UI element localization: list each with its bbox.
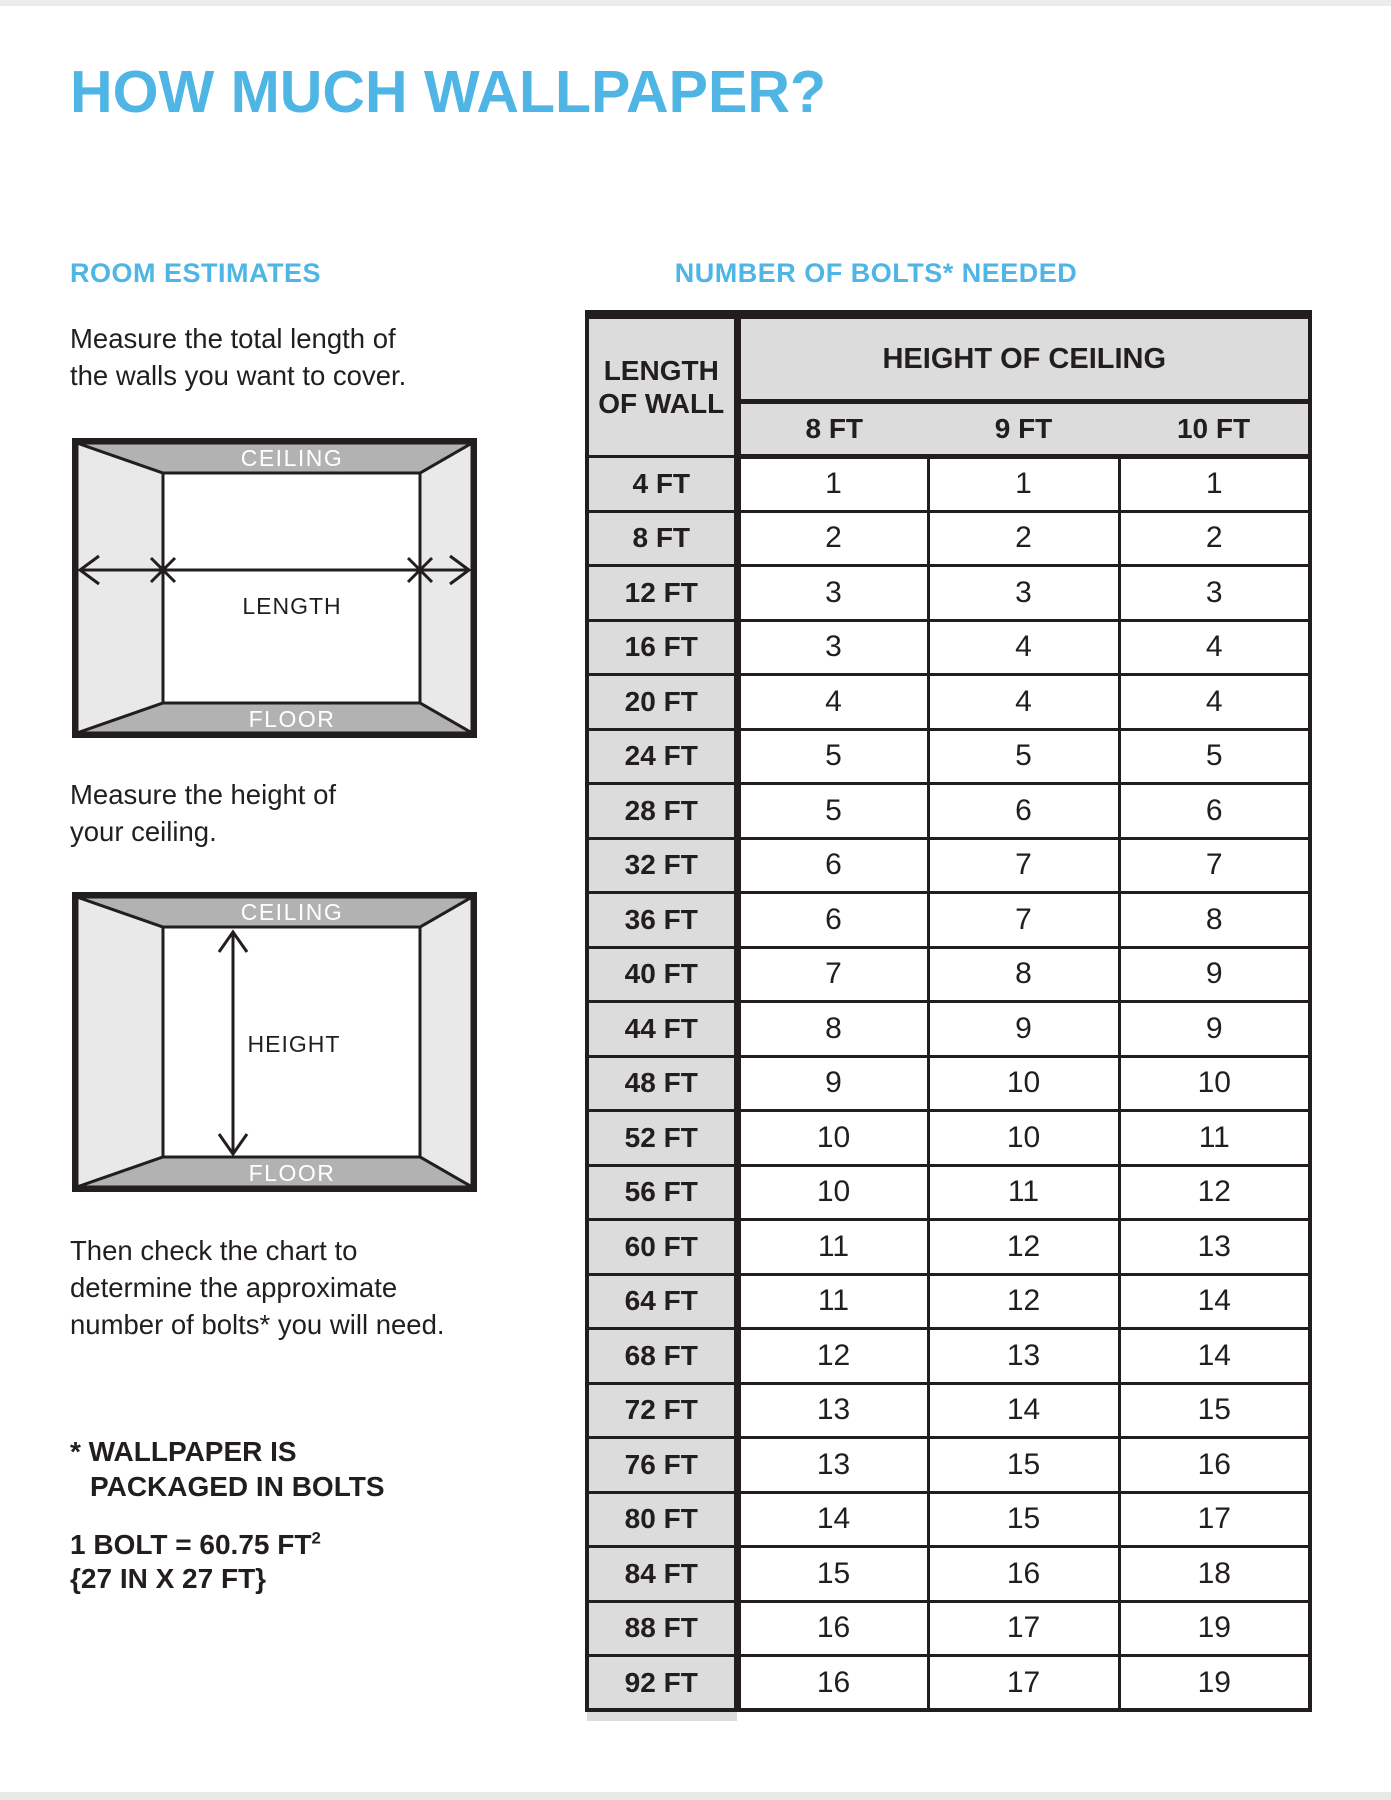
row-label: 88 FT xyxy=(587,1601,737,1656)
cell-10ft: 5 xyxy=(1119,729,1310,784)
cell-10ft: 14 xyxy=(1119,1329,1310,1384)
row-label: 28 FT xyxy=(587,784,737,839)
table-footer-gray-strip xyxy=(587,1710,737,1721)
cell-8ft: 11 xyxy=(737,1274,928,1329)
row-label: 32 FT xyxy=(587,838,737,893)
cell-8ft: 1 xyxy=(737,457,928,512)
cell-8ft: 3 xyxy=(737,620,928,675)
right-wall xyxy=(420,443,472,733)
table-row xyxy=(587,1656,1310,1711)
footnote-line: * WALLPAPER IS xyxy=(70,1436,297,1467)
table-footer-row xyxy=(587,1710,1310,1721)
cell-9ft: 7 xyxy=(928,893,1119,948)
cell-10ft: 19 xyxy=(1119,1656,1310,1711)
cell-10ft: 9 xyxy=(1119,1002,1310,1057)
table-row xyxy=(587,1547,1310,1602)
instruction-line: Measure the height of xyxy=(70,779,337,810)
cell-9ft: 17 xyxy=(928,1656,1119,1711)
cell-8ft: 14 xyxy=(737,1492,928,1547)
length-label: LENGTH xyxy=(242,593,342,619)
bolts-table-body xyxy=(587,457,1310,1711)
table-row xyxy=(587,457,1310,512)
cell-8ft: 11 xyxy=(737,1220,928,1275)
bolt-equation xyxy=(70,1528,321,1562)
row-label: 48 FT xyxy=(587,1056,737,1111)
cell-10ft: 6 xyxy=(1119,784,1310,839)
row-label: 76 FT xyxy=(587,1438,737,1493)
table-row xyxy=(587,947,1310,1002)
row-label: 52 FT xyxy=(587,1111,737,1166)
left-wall xyxy=(77,443,163,733)
cell-10ft: 4 xyxy=(1119,675,1310,730)
row-label: 4 FT xyxy=(587,457,737,512)
bolts-table-head xyxy=(587,315,1310,457)
table-row xyxy=(587,784,1310,839)
table-row xyxy=(587,1002,1310,1057)
floor-label: FLOOR xyxy=(248,1160,336,1186)
instruction-line: your ceiling. xyxy=(70,816,217,847)
bolt-equation-superscript: 2 xyxy=(311,1528,321,1548)
cell-10ft: 10 xyxy=(1119,1056,1310,1111)
table-header-row-1 xyxy=(587,315,1310,402)
cell-8ft: 12 xyxy=(737,1329,928,1384)
cell-9ft: 7 xyxy=(928,838,1119,893)
cell-10ft: 4 xyxy=(1119,620,1310,675)
table-row xyxy=(587,1056,1310,1111)
cell-9ft: 11 xyxy=(928,1165,1119,1220)
page-title: HOW MUCH WALLPAPER? xyxy=(70,59,826,125)
cell-10ft: 16 xyxy=(1119,1438,1310,1493)
cell-9ft: 9 xyxy=(928,1002,1119,1057)
bolts-table-heading: NUMBER OF BOLTS* NEEDED xyxy=(674,258,1078,288)
cell-8ft: 3 xyxy=(737,566,928,621)
table-row xyxy=(587,620,1310,675)
instruction-line: determine the approximate xyxy=(70,1272,398,1303)
cell-10ft: 15 xyxy=(1119,1383,1310,1438)
back-wall xyxy=(163,473,420,703)
row-label: 56 FT xyxy=(587,1165,737,1220)
col-header-9ft: 9 FT xyxy=(928,402,1119,457)
cell-8ft: 5 xyxy=(737,729,928,784)
cell-8ft: 16 xyxy=(737,1656,928,1711)
instruction-line: the walls you want to cover. xyxy=(70,360,407,391)
cell-9ft: 15 xyxy=(928,1438,1119,1493)
cell-10ft: 3 xyxy=(1119,566,1310,621)
table-row xyxy=(587,838,1310,893)
cell-10ft: 2 xyxy=(1119,511,1310,566)
left-wall xyxy=(77,897,163,1187)
table-row xyxy=(587,1383,1310,1438)
instruction-measure-height xyxy=(70,776,336,850)
ceiling-label: CEILING xyxy=(240,899,344,925)
table-row xyxy=(587,675,1310,730)
page-edge-top xyxy=(0,0,1391,6)
row-label: 44 FT xyxy=(587,1002,737,1057)
floor-label: FLOOR xyxy=(248,706,336,732)
row-label: 8 FT xyxy=(587,511,737,566)
table-row xyxy=(587,1601,1310,1656)
cell-9ft: 3 xyxy=(928,566,1119,621)
table-row xyxy=(587,1492,1310,1547)
row-label: 68 FT xyxy=(587,1329,737,1384)
bolt-dimensions: {27 IN X 27 FT} xyxy=(70,1563,267,1594)
cell-9ft: 15 xyxy=(928,1492,1119,1547)
cell-8ft: 6 xyxy=(737,838,928,893)
cell-10ft: 11 xyxy=(1119,1111,1310,1166)
cell-10ft: 1 xyxy=(1119,457,1310,512)
cell-10ft: 19 xyxy=(1119,1601,1310,1656)
cell-9ft: 14 xyxy=(928,1383,1119,1438)
room-length-svg xyxy=(72,438,477,738)
footnote-line: PACKAGED IN BOLTS xyxy=(90,1471,385,1502)
table-row xyxy=(587,1438,1310,1493)
row-label: 80 FT xyxy=(587,1492,737,1547)
bolts-table xyxy=(585,310,1312,1721)
instruction-check-chart xyxy=(70,1232,445,1343)
cell-9ft: 12 xyxy=(928,1220,1119,1275)
cell-9ft: 4 xyxy=(928,675,1119,730)
cell-8ft: 13 xyxy=(737,1438,928,1493)
table-row xyxy=(587,1274,1310,1329)
cell-9ft: 4 xyxy=(928,620,1119,675)
cell-9ft: 13 xyxy=(928,1329,1119,1384)
room-estimates-heading: ROOM ESTIMATES xyxy=(70,258,322,288)
row-label: 92 FT xyxy=(587,1656,737,1711)
table-row xyxy=(587,1329,1310,1384)
row-label: 60 FT xyxy=(587,1220,737,1275)
cell-10ft: 8 xyxy=(1119,893,1310,948)
right-wall xyxy=(420,897,472,1187)
row-label: 64 FT xyxy=(587,1274,737,1329)
row-label: 40 FT xyxy=(587,947,737,1002)
col-header-8ft: 8 FT xyxy=(737,402,928,457)
cell-10ft: 12 xyxy=(1119,1165,1310,1220)
cell-8ft: 7 xyxy=(737,947,928,1002)
height-label: HEIGHT xyxy=(247,1031,341,1057)
ceiling-label: CEILING xyxy=(240,445,344,471)
cell-9ft: 17 xyxy=(928,1601,1119,1656)
bolts-footnote xyxy=(70,1434,385,1504)
cell-9ft: 1 xyxy=(928,457,1119,512)
cell-9ft: 5 xyxy=(928,729,1119,784)
table-row xyxy=(587,729,1310,784)
page-edge-bottom xyxy=(0,1792,1391,1800)
cell-10ft: 18 xyxy=(1119,1547,1310,1602)
instruction-measure-length xyxy=(70,320,406,394)
length-of-wall-line2: OF WALL xyxy=(598,388,725,419)
cell-10ft: 14 xyxy=(1119,1274,1310,1329)
bolt-size-note xyxy=(70,1528,321,1596)
cell-8ft: 5 xyxy=(737,784,928,839)
cell-9ft: 10 xyxy=(928,1111,1119,1166)
cell-10ft: 13 xyxy=(1119,1220,1310,1275)
row-label: 12 FT xyxy=(587,566,737,621)
cell-9ft: 10 xyxy=(928,1056,1119,1111)
cell-8ft: 9 xyxy=(737,1056,928,1111)
row-label: 72 FT xyxy=(587,1383,737,1438)
length-of-wall-line1: LENGTH xyxy=(603,355,719,386)
table-row xyxy=(587,1165,1310,1220)
instruction-line: number of bolts* you will need. xyxy=(70,1309,445,1340)
cell-9ft: 12 xyxy=(928,1274,1119,1329)
instruction-line: Measure the total length of xyxy=(70,323,396,354)
room-height-svg xyxy=(72,892,477,1192)
table-row xyxy=(587,566,1310,621)
cell-9ft: 8 xyxy=(928,947,1119,1002)
room-height-diagram xyxy=(72,892,477,1192)
cell-8ft: 6 xyxy=(737,893,928,948)
row-label: 16 FT xyxy=(587,620,737,675)
height-of-ceiling-header: HEIGHT OF CEILING xyxy=(737,315,1310,402)
cell-8ft: 10 xyxy=(737,1165,928,1220)
cell-10ft: 17 xyxy=(1119,1492,1310,1547)
col-header-10ft: 10 FT xyxy=(1119,402,1310,457)
row-label: 84 FT xyxy=(587,1547,737,1602)
room-length-diagram xyxy=(72,438,477,738)
row-label: 20 FT xyxy=(587,675,737,730)
cell-9ft: 6 xyxy=(928,784,1119,839)
cell-8ft: 16 xyxy=(737,1601,928,1656)
table-row xyxy=(587,511,1310,566)
bolt-equation-text: 1 BOLT = 60.75 FT xyxy=(70,1529,312,1560)
table-row xyxy=(587,1111,1310,1166)
table-row xyxy=(587,1220,1310,1275)
table-row xyxy=(587,893,1310,948)
cell-9ft: 2 xyxy=(928,511,1119,566)
length-of-wall-header xyxy=(587,315,737,457)
cell-10ft: 9 xyxy=(1119,947,1310,1002)
cell-8ft: 13 xyxy=(737,1383,928,1438)
instruction-line: Then check the chart to xyxy=(70,1235,358,1266)
table-footer-empty xyxy=(737,1710,1310,1721)
cell-9ft: 16 xyxy=(928,1547,1119,1602)
bolts-table-foot xyxy=(587,1710,1310,1721)
cell-8ft: 8 xyxy=(737,1002,928,1057)
cell-10ft: 7 xyxy=(1119,838,1310,893)
cell-8ft: 4 xyxy=(737,675,928,730)
cell-8ft: 15 xyxy=(737,1547,928,1602)
row-label: 24 FT xyxy=(587,729,737,784)
cell-8ft: 10 xyxy=(737,1111,928,1166)
row-label: 36 FT xyxy=(587,893,737,948)
cell-8ft: 2 xyxy=(737,511,928,566)
